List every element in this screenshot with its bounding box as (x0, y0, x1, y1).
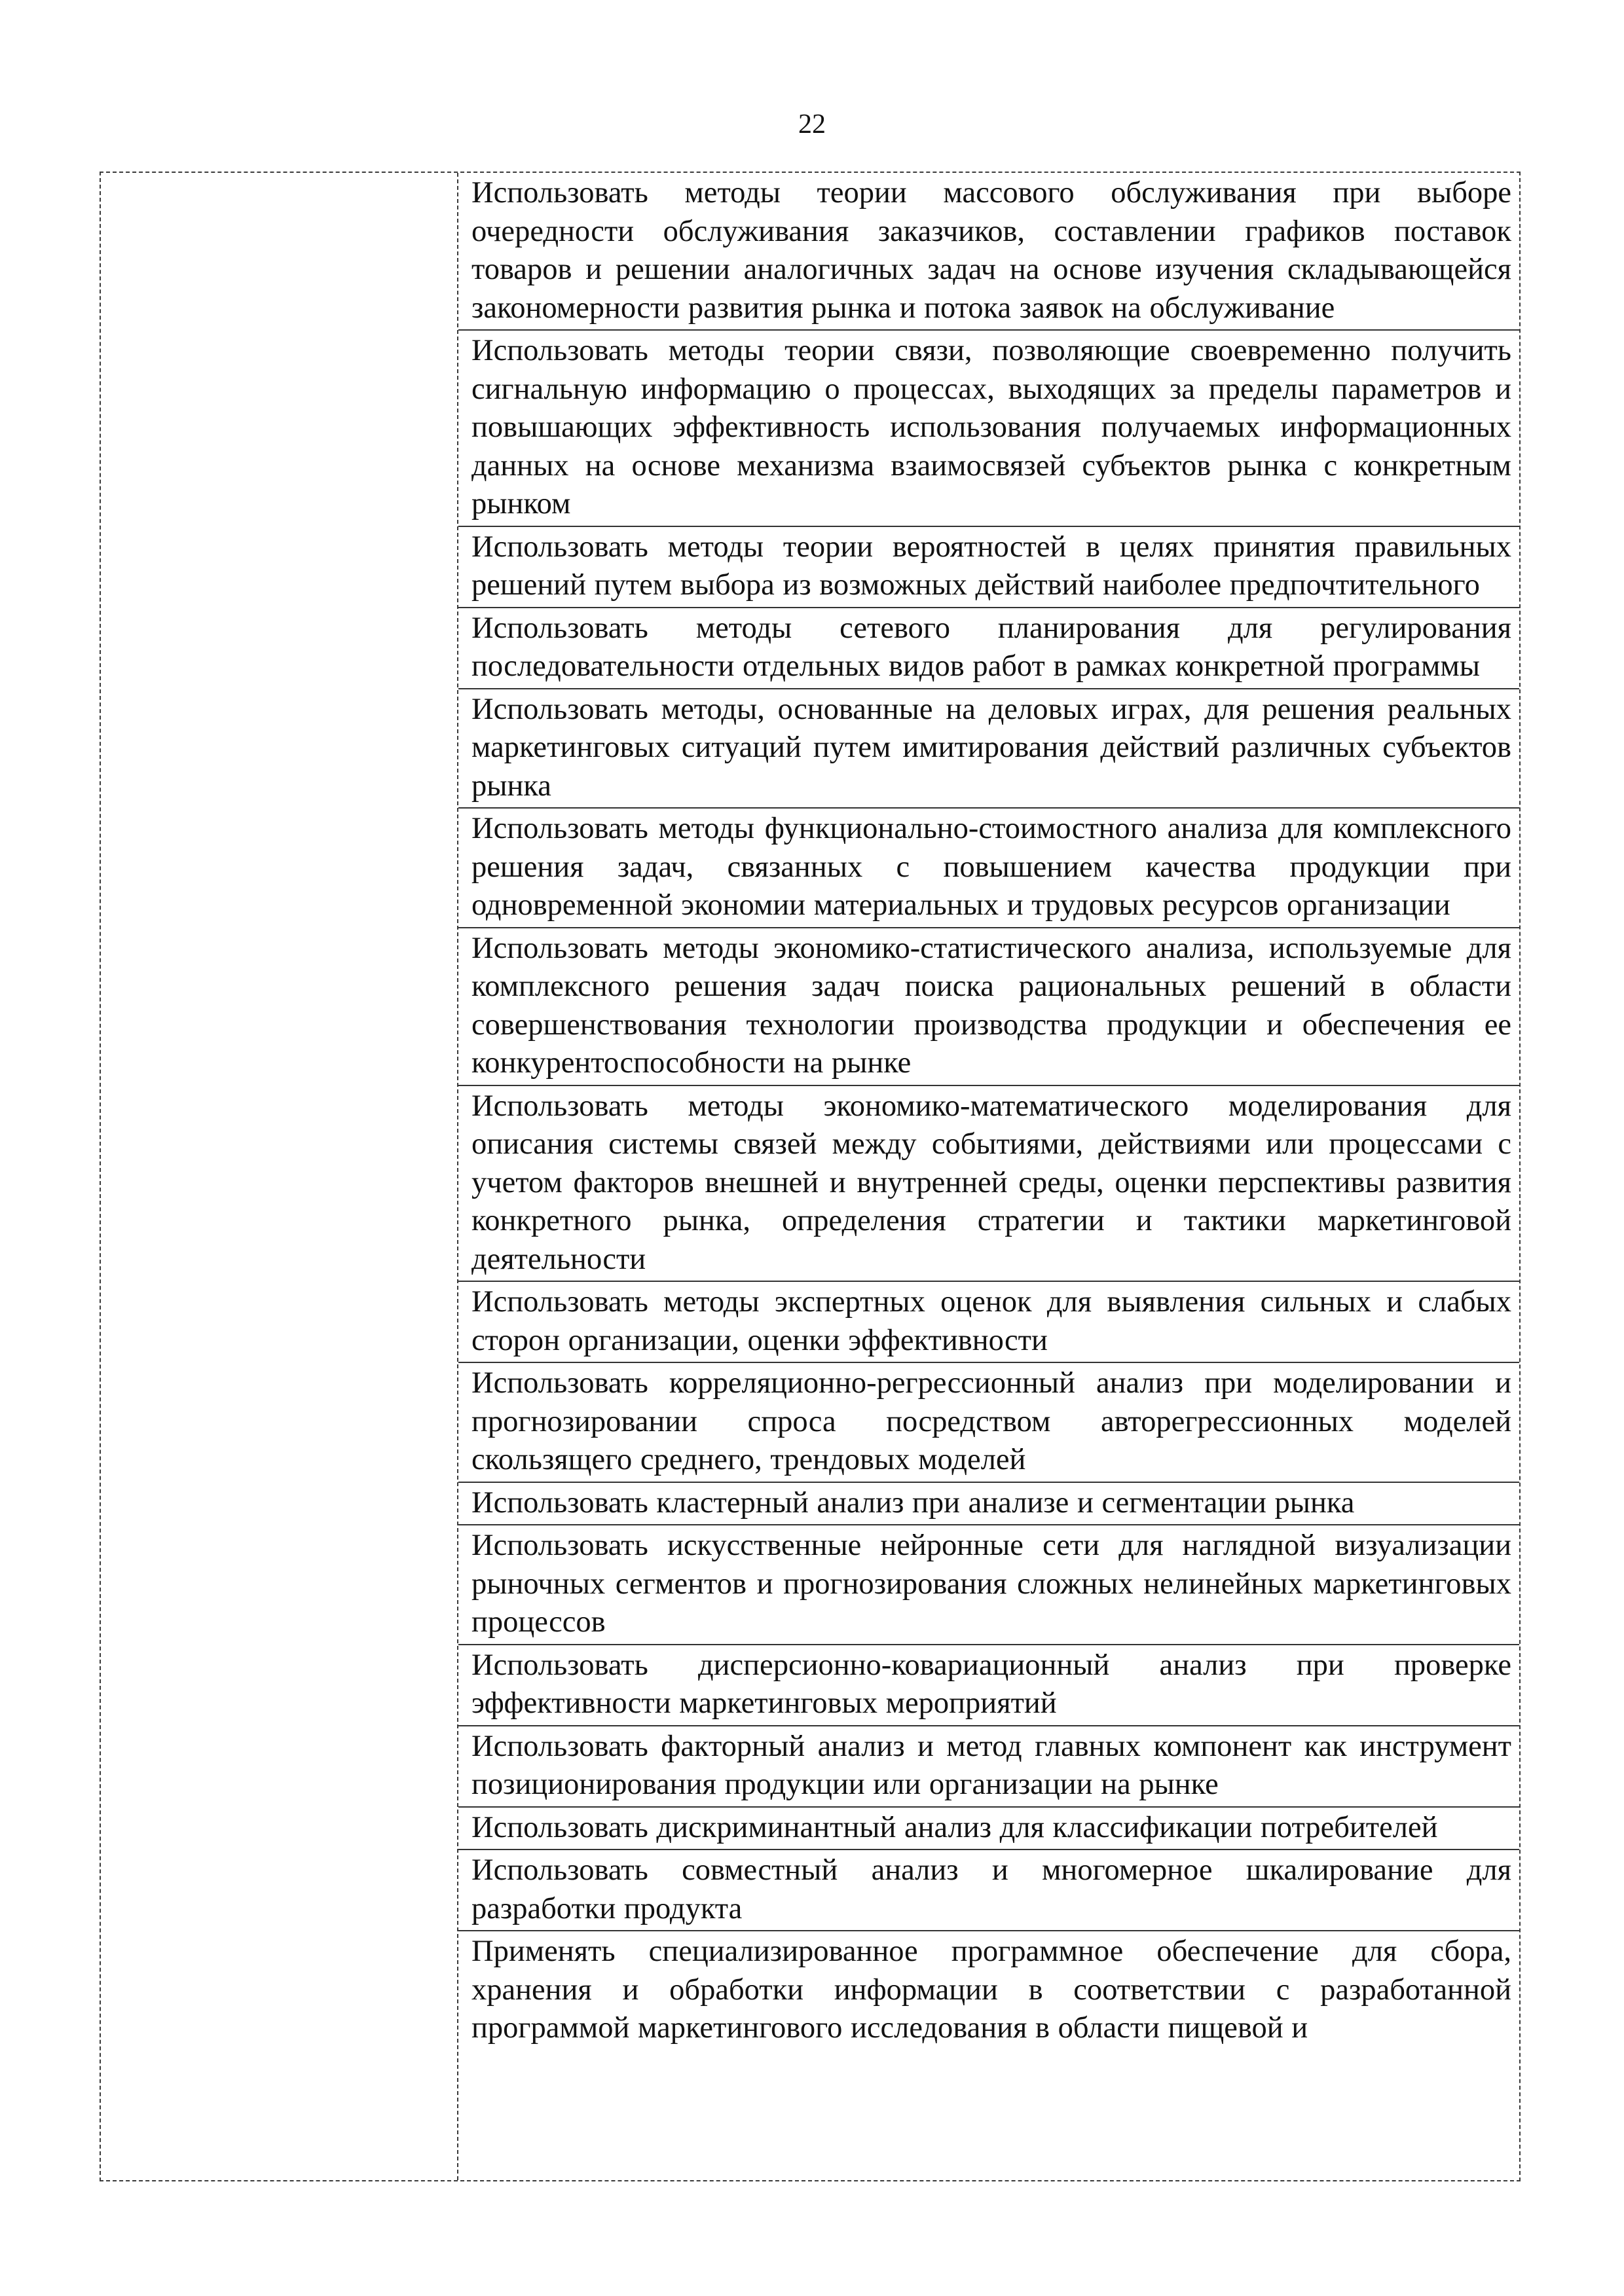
table-row: Использовать кластерный анализ при анализе и сегментации рынка (458, 1483, 1519, 1526)
table-row: Использовать методы теории вероятностей в целях принятия правильных решений путем выбора из возможных действий наиболее предпочтительного (458, 527, 1519, 608)
table-row: Использовать методы экспертных оценок для выявления сильных и слабых сторон организации, оценки эффективности (458, 1282, 1519, 1363)
table-row: Использовать дисперсионно-ковариационный анализ при проверке эффективности маркетинговых мероприятий (458, 1645, 1519, 1726)
page-number: 22 (798, 109, 826, 139)
table-row: Использовать искусственные нейронные сети для наглядной визуализации рыночных сегментов и прогнозирования сложных нелинейных маркетинговых процессов (458, 1525, 1519, 1645)
requirements-table (100, 172, 1521, 2181)
table-row: Использовать методы, основанные на деловых играх, для решения реальных маркетинговых ситуаций путем имитирования действий различных субъектов рынка (458, 689, 1519, 809)
table-row: Использовать совместный анализ и многомерное шкалирование для разработки продукта (458, 1850, 1519, 1931)
table-row: Использовать методы функционально-стоимостного анализа для комплексного решения задач, связанных с повышением качества продукции при одновременной экономии материальных и трудовых ресурсов организации (458, 809, 1519, 928)
table-row: Использовать методы теории связи, позволяющие своевременно получить сигнальную информацию о процессах, выходящих за пределы параметров и повышающих эффективность использования получаемых информационных данных на основе механизма взаимосвязей субъектов рынка с конкретным рынком (458, 331, 1519, 527)
table-row: Использовать методы экономико-статистического анализа, используемые для комплексного решения задач поиска рациональных решений в области совершенствования технологии производства продукции и обеспечения ее конкурентоспособности на рынке (458, 928, 1519, 1086)
table-right-column (458, 173, 1519, 2180)
table-row: Использовать методы сетевого планирования для регулирования последовательности отдельных видов работ в рамках конкретной программы (458, 608, 1519, 689)
table-row: Использовать дискриминантный анализ для классификации потребителей (458, 1808, 1519, 1851)
table-row: Использовать корреляционно-регрессионный анализ при моделировании и прогнозировании спроса посредством авторегрессионных моделей скользящего среднего, трендовых моделей (458, 1363, 1519, 1483)
table-left-cell (101, 173, 458, 2180)
table-row: Применять специализированное программное обеспечение для сбора, хранения и обработки информации в соответствии с разработанной программой маркетингового исследования в области пищевой и (471, 1935, 1511, 2045)
table-row: Использовать методы теории массового обслуживания при выборе очередности обслуживания заказчиков, составлении графиков поставок товаров и решении аналогичных задач на основе изучения складывающейся закономерности развития рынка и потока заявок на обслуживание (458, 173, 1519, 331)
table-row: Использовать методы экономико-математического моделирования для описания системы связей между событиями, действиями или процессами с учетом факторов внешней и внутренней среды, оценки перспективы развития конкретного рынка, определения стратегии и тактики маркетинговой деятельности (458, 1086, 1519, 1283)
table-row: Использовать факторный анализ и метод главных компонент как инструмент позиционирования продукции или организации на рынке (458, 1726, 1519, 1808)
